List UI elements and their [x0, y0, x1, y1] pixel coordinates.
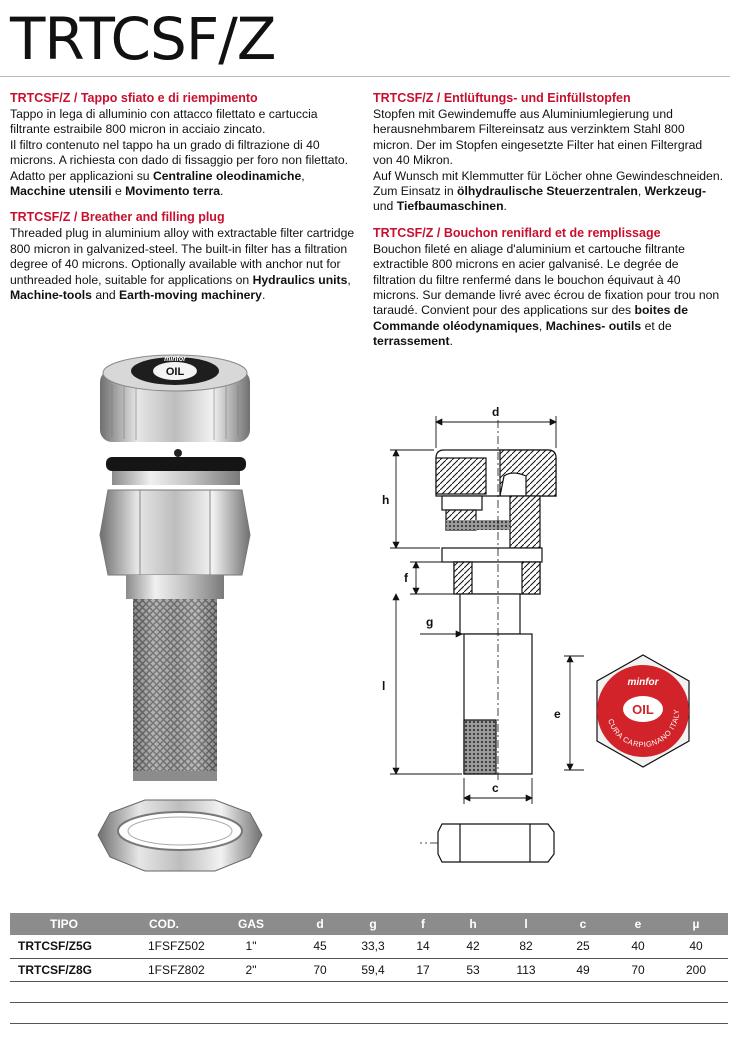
cell-gas: 1" — [210, 935, 292, 958]
col-header-g: g — [348, 913, 398, 935]
cell-gas: 2" — [210, 958, 292, 981]
dim-label-g: g — [426, 615, 434, 629]
cell-l: 113 — [498, 958, 554, 981]
page-title: TRTCSF/Z — [10, 5, 276, 73]
col-header-tipo: TIPO — [10, 913, 118, 935]
body-en: Threaded plug in aluminium alloy with extractable filter cartridge 800 micron in galvanized-steel. The built-in filter has a filtration degree of 40 microns. Optionally available with anchor nut for unthreaded hole, suitable for applications on Hydraulics units, Machine-tools and Earth-moving machinery. — [10, 226, 355, 303]
cell-g: 59,4 — [348, 958, 398, 981]
badge-oil-text: OIL — [632, 702, 654, 717]
badge-brand-text: minfor — [627, 677, 659, 688]
cell-d: 70 — [292, 958, 348, 981]
cell-g: 33,3 — [348, 935, 398, 958]
table-row — [10, 935, 728, 958]
technical-drawing — [380, 400, 700, 870]
col-header-l: l — [498, 913, 554, 935]
heading-it: TRTCSF/Z / Tappo sfiato e di riempimento — [10, 91, 258, 105]
cell-micron: 40 — [664, 935, 728, 958]
spec-table-header-row — [10, 913, 728, 935]
description-en — [10, 209, 355, 303]
cell-d: 45 — [292, 935, 348, 958]
table-row-empty — [10, 981, 728, 1002]
cell-tipo: TRTCSF/Z5G — [10, 935, 118, 958]
table-row — [10, 958, 728, 981]
hex-body — [100, 490, 250, 575]
cell-cod: 1FSFZ802 — [118, 958, 210, 981]
table-row-empty — [10, 1002, 728, 1023]
dim-label-l: l — [382, 679, 386, 693]
col-header-f: f — [398, 913, 448, 935]
cell-l: 82 — [498, 935, 554, 958]
cell-f: 14 — [398, 935, 448, 958]
cell-e: 70 — [612, 958, 664, 981]
cell-tipo: TRTCSF/Z8G — [10, 958, 118, 981]
title-divider — [0, 76, 730, 77]
col-header-e: e — [612, 913, 664, 935]
cell-cod: 1FSFZ502 — [118, 935, 210, 958]
right-text-column — [373, 90, 723, 360]
col-header-micron: µ — [664, 913, 728, 935]
description-fr — [373, 225, 723, 350]
cell-e: 40 — [612, 935, 664, 958]
cell-c: 49 — [554, 958, 612, 981]
cell-h: 42 — [448, 935, 498, 958]
description-it — [10, 90, 355, 199]
left-text-column — [10, 90, 355, 313]
body-it: Tappo in lega di alluminio con attacco filettato e cartuccia filtrante estraibile 800 micron in acciaio zincato. Il filtro contenuto nel tappo ha un grado di filtrazione di 40 microns. A richiesta con dado di fissaggio per foro non filettato. Adatto per applicazioni su Centraline oleodinamiche, Macchine utensili e Movimento terra. — [10, 107, 349, 199]
o-ring — [106, 457, 246, 471]
brand-badge — [585, 653, 701, 769]
col-header-cod: COD. — [118, 913, 210, 935]
cell-h: 53 — [448, 958, 498, 981]
cell-f: 17 — [398, 958, 448, 981]
description-de — [373, 90, 723, 215]
heading-de: TRTCSF/Z / Entlüftungs- und Einfüllstopfen — [373, 91, 631, 105]
dim-label-c: c — [492, 781, 499, 795]
dim-label-d: d — [492, 405, 500, 419]
spec-table — [10, 913, 728, 1024]
product-photo — [90, 345, 270, 905]
badge-ring-text: CURA CARPIGNANO ITALY — [606, 708, 682, 750]
col-header-d: d — [292, 913, 348, 935]
body-fr: Bouchon fileté en aliage d'aluminium et cartouche filtrante extractible 800 microns en acier galvanisé. Le degrée de filtration du filtre renfermé dans le bouchon équivaut à 40 microns. Sur demande livré avec écrou de fixation pour trou non taraudé. Convient pour des applications sur des boites de Commande oléodynamiques, Machines- outils et de terrassement. — [373, 241, 720, 349]
cap-oil-text: OIL — [165, 366, 185, 378]
col-header-c: c — [554, 913, 612, 935]
cell-micron: 200 — [664, 958, 728, 981]
col-header-gas: GAS — [210, 913, 292, 935]
dim-label-h: h — [382, 493, 390, 507]
cap-brand-text: minfor — [164, 356, 186, 363]
heading-fr: TRTCSF/Z / Bouchon reniflard et de remplissage — [373, 225, 661, 240]
dim-label-e: e — [554, 707, 561, 721]
col-header-h: h — [448, 913, 498, 935]
body-de: Stopfen mit Gewindemuffe aus Aluminiumlegierung und herausnehmbarem Filtereinsatz aus verzinktem Stahl 800 micron. Der im Stopfen eingesetzte Filter hat einen Filtergrad von 40 Mikron. Auf Wunsch mit Klemmutter für Löcher ohne Gewindeschneiden. Zum Einsatz in ölhydraulische Steuerzentralen, Werkzeug- und Tiefbaumaschinen. — [373, 107, 724, 214]
dim-label-f: f — [404, 571, 408, 585]
heading-en: TRTCSF/Z / Breather and filling plug — [10, 210, 225, 225]
cell-c: 25 — [554, 935, 612, 958]
